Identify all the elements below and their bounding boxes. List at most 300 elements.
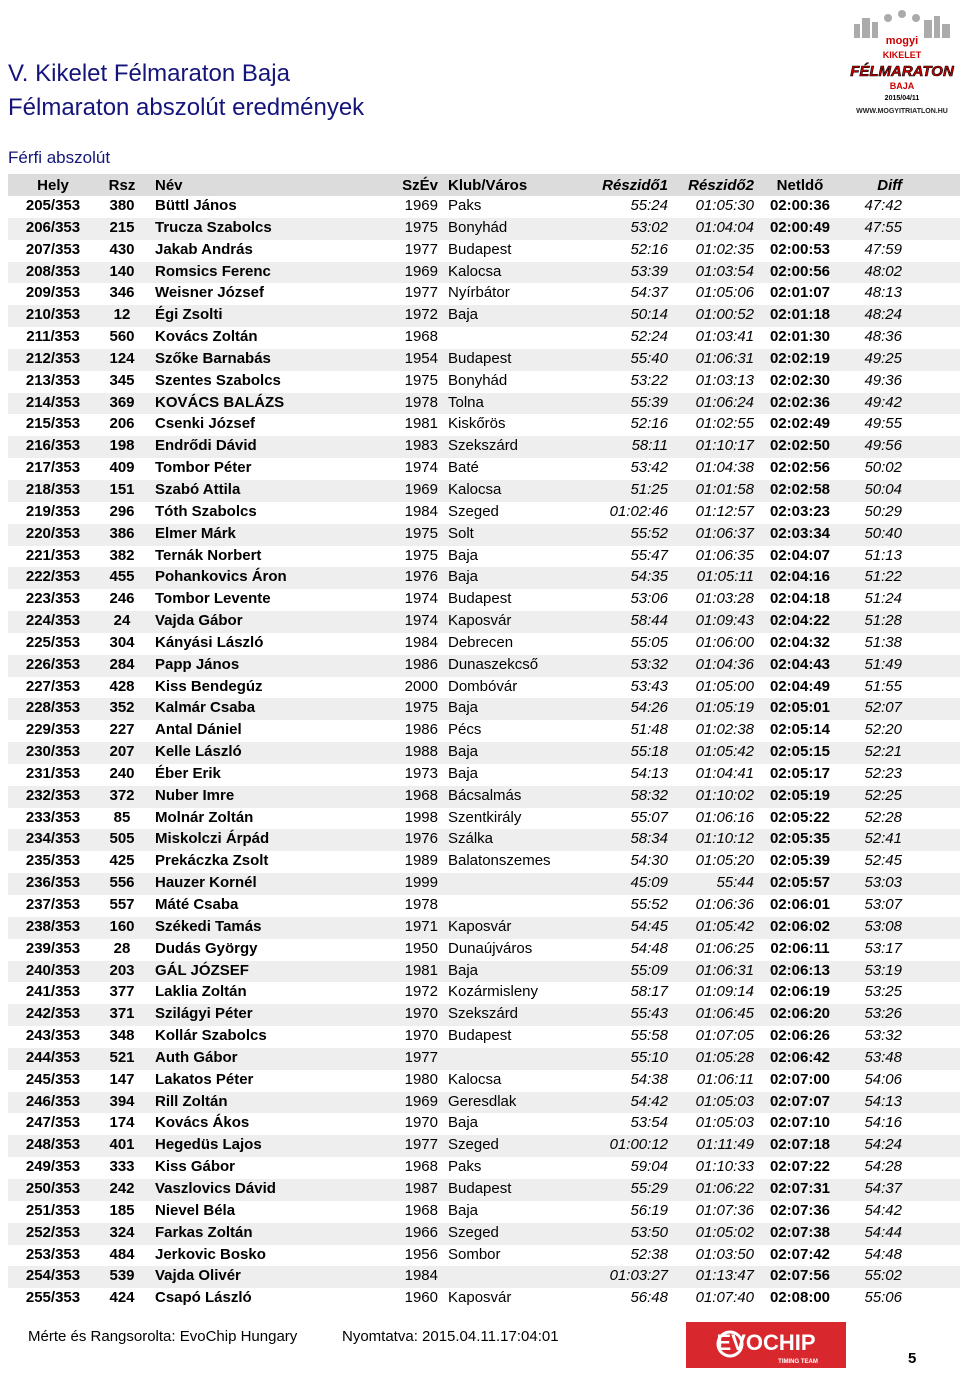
cell-diff: 54:16 <box>864 1114 902 1132</box>
cell-diff: 54:37 <box>864 1179 902 1197</box>
table-row <box>8 196 960 218</box>
cell-hely: 250/353 <box>25 1179 81 1197</box>
cell-hely: 232/353 <box>25 786 81 804</box>
cell-r2: 01:13:47 <box>695 1267 754 1285</box>
cell-r1: 52:16 <box>630 415 668 433</box>
cell-hely: 224/353 <box>25 612 81 630</box>
cell-szev: 1970 <box>404 1005 438 1023</box>
cell-klub: Paks <box>448 197 482 214</box>
cell-szev: 1983 <box>404 437 438 455</box>
cell-szev: 1960 <box>404 1289 438 1307</box>
cell-r2: 01:06:36 <box>695 896 754 913</box>
cell-hely: 242/353 <box>25 1005 81 1023</box>
cell-r2: 01:06:11 <box>696 1070 754 1088</box>
cell-r1: 54:48 <box>630 939 668 957</box>
cell-klub: Budapest <box>448 240 512 258</box>
cell-r2: 01:06:45 <box>695 1005 754 1023</box>
cell-r1: 56:19 <box>630 1201 668 1219</box>
cell-r1: 51:48 <box>630 721 668 739</box>
cell-rsz: 207 <box>109 743 135 761</box>
cell-klub: Baja <box>448 743 479 761</box>
cell-net: 02:06:11 <box>770 939 830 957</box>
cell-szev: 1970 <box>404 1027 438 1045</box>
col-rsz: Rsz <box>108 177 136 194</box>
cell-r1: 53:22 <box>630 371 668 389</box>
cell-r1: 56:48 <box>630 1289 668 1307</box>
evochip-logo <box>686 1322 846 1368</box>
table-row <box>8 720 960 742</box>
cell-hely: 208/353 <box>25 262 81 280</box>
cell-nev: Kollár Szabolcs <box>155 1027 267 1045</box>
cell-klub: Balatonszemes <box>448 852 551 870</box>
cell-net: 02:07:31 <box>769 1179 831 1197</box>
table-row <box>8 1245 960 1267</box>
cell-r1: 53:02 <box>630 218 668 236</box>
cell-nev: Szilágyi Péter <box>155 1005 253 1023</box>
cell-szev: 1968 <box>404 328 438 346</box>
cell-net: 02:00:49 <box>769 218 831 236</box>
table-row <box>8 1004 960 1026</box>
cell-hely: 222/353 <box>25 568 81 586</box>
logo-brand-main: FÉLMARATON <box>850 63 954 80</box>
cell-rsz: 333 <box>109 1158 135 1176</box>
cell-r2: 01:02:38 <box>695 721 754 739</box>
cell-hely: 246/353 <box>25 1092 81 1110</box>
cell-r2: 01:03:54 <box>695 262 754 280</box>
cell-r1: 54:45 <box>630 917 668 935</box>
cell-nev: Nievel Béla <box>155 1201 236 1219</box>
cell-diff: 47:59 <box>864 240 902 258</box>
cell-szev: 1956 <box>404 1245 438 1263</box>
cell-diff: 49:36 <box>864 371 902 389</box>
cell-diff: 49:25 <box>864 349 902 367</box>
cell-nev: Szentes Szabolcs <box>155 371 281 389</box>
cell-szev: 1975 <box>404 699 438 717</box>
cell-r2: 01:05:02 <box>695 1223 754 1241</box>
cell-rsz: 386 <box>109 524 135 542</box>
cell-szev: 1972 <box>404 983 438 1001</box>
cell-rsz: 505 <box>109 830 135 848</box>
cell-nev: Vajda Gábor <box>155 612 243 630</box>
table-body <box>8 196 960 1310</box>
cell-hely: 206/353 <box>25 218 81 236</box>
cell-klub: Kozármisleny <box>448 983 539 1001</box>
cell-r2: 01:06:16 <box>695 808 754 826</box>
cell-rsz: 215 <box>109 218 135 236</box>
cell-r1: 55:40 <box>630 349 668 367</box>
cell-net: 02:00:53 <box>769 240 831 258</box>
table-row <box>8 851 960 873</box>
cell-klub: Baja <box>448 764 479 782</box>
cell-klub: Nyírbátor <box>448 284 510 302</box>
cell-szev: 1984 <box>404 502 438 520</box>
cell-szev: 1989 <box>404 852 438 870</box>
table-row <box>8 524 960 546</box>
cell-nev: Lakatos Péter <box>155 1070 254 1088</box>
cell-r2: 01:10:33 <box>695 1158 754 1176</box>
cell-klub: Paks <box>448 1158 482 1176</box>
cell-nev: Prekáczka Zsolt <box>155 852 269 870</box>
cell-diff: 52:21 <box>864 743 902 761</box>
cell-szev: 1978 <box>404 393 438 411</box>
cell-diff: 53:48 <box>864 1048 902 1066</box>
cell-nev: Tombor Péter <box>155 459 252 477</box>
cell-r2: 01:05:03 <box>695 1114 754 1132</box>
cell-nev: Molnár Zoltán <box>155 808 254 826</box>
cell-rsz: 394 <box>109 1092 135 1110</box>
cell-diff: 49:56 <box>864 437 902 455</box>
cell-r2: 01:12:57 <box>695 502 754 520</box>
cell-r2: 01:09:14 <box>695 983 754 1001</box>
table-row <box>8 567 960 589</box>
cell-hely: 245/353 <box>25 1070 81 1088</box>
cell-nev: Auth Gábor <box>155 1048 238 1066</box>
table-row <box>8 546 960 568</box>
cell-net: 02:04:22 <box>769 612 831 630</box>
table-row <box>8 939 960 961</box>
cell-szev: 1986 <box>404 721 438 739</box>
cell-diff: 51:55 <box>864 677 902 695</box>
cell-net: 02:02:30 <box>769 371 831 389</box>
cell-diff: 52:23 <box>864 764 902 782</box>
table-row <box>8 764 960 786</box>
cell-rsz: 284 <box>109 655 135 673</box>
cell-r2: 01:05:20 <box>695 852 754 870</box>
cell-hely: 233/353 <box>25 808 81 826</box>
col-diff: Diff <box>877 177 902 194</box>
table-row <box>8 829 960 851</box>
cell-rsz: 369 <box>109 393 135 411</box>
table-header <box>8 174 960 196</box>
cell-diff: 54:06 <box>864 1070 902 1088</box>
table-row <box>8 371 960 393</box>
cell-nev: Laklia Zoltán <box>155 983 247 1001</box>
cell-szev: 1978 <box>404 896 438 913</box>
table-row <box>8 1179 960 1201</box>
cell-rsz: 174 <box>109 1114 135 1132</box>
cell-hely: 243/353 <box>25 1027 81 1045</box>
table-row <box>8 436 960 458</box>
cell-klub: Szálka <box>448 830 494 848</box>
cell-net: 02:02:50 <box>769 437 831 455</box>
cell-szev: 1974 <box>404 459 438 477</box>
cell-rsz: 24 <box>113 612 131 630</box>
cell-diff: 54:44 <box>864 1223 902 1241</box>
table-row <box>8 1026 960 1048</box>
cell-r1: 55:10 <box>630 1048 668 1066</box>
cell-hely: 231/353 <box>25 764 81 782</box>
cell-diff: 48:02 <box>864 262 902 280</box>
cell-net: 02:05:01 <box>769 699 831 717</box>
cell-rsz: 242 <box>109 1179 135 1197</box>
cell-net: 02:01:18 <box>769 306 831 324</box>
cell-r2: 01:05:03 <box>695 1092 754 1110</box>
cell-r2: 01:07:36 <box>695 1201 754 1219</box>
cell-nev: Csenki József <box>155 415 256 433</box>
cell-szev: 1973 <box>404 764 438 782</box>
table-row <box>8 1223 960 1245</box>
cell-r1: 55:07 <box>630 808 668 826</box>
cell-r1: 53:42 <box>630 459 668 477</box>
cell-r2: 01:05:00 <box>695 677 754 695</box>
cell-nev: Kiss Bendegúz <box>155 677 263 695</box>
cell-nev: KOVÁCS BALÁZS <box>155 393 285 411</box>
cell-r2: 01:06:31 <box>695 349 754 367</box>
table-row <box>8 349 960 371</box>
cell-rsz: 160 <box>109 917 135 935</box>
cell-net: 02:05:15 <box>769 743 831 761</box>
cell-rsz: 424 <box>109 1289 135 1307</box>
cell-r1: 55:52 <box>630 524 668 542</box>
cell-hely: 210/353 <box>25 306 81 324</box>
cell-r1: 52:24 <box>630 328 668 346</box>
cell-net: 02:04:32 <box>769 633 831 651</box>
logo-brand-date: 2015/04/11 <box>884 95 920 102</box>
cell-nev: Hegedüs Lajos <box>155 1136 262 1154</box>
cell-r1: 54:38 <box>630 1070 668 1088</box>
cell-r2: 01:01:58 <box>695 480 754 498</box>
cell-rsz: 147 <box>109 1070 135 1088</box>
cell-r2: 01:03:50 <box>695 1245 754 1263</box>
cell-nev: Romsics Ferenc <box>155 262 271 280</box>
cell-klub: Baja <box>448 699 479 717</box>
cell-szev: 1970 <box>404 1114 438 1132</box>
cell-rsz: 85 <box>113 808 131 826</box>
table-row <box>8 458 960 480</box>
cell-szev: 1950 <box>404 939 438 957</box>
evo-tagline: TIMING TEAM <box>778 1359 818 1365</box>
cell-r1: 58:44 <box>630 612 668 630</box>
cell-szev: 1968 <box>404 786 438 804</box>
cell-r1: 55:29 <box>630 1179 668 1197</box>
cell-klub: Baja <box>448 961 479 979</box>
cell-klub: Kaposvár <box>448 917 512 935</box>
cell-net: 02:05:19 <box>769 786 831 804</box>
cell-net: 02:05:35 <box>769 830 831 848</box>
cell-diff: 53:25 <box>864 983 902 1001</box>
cell-diff: 53:26 <box>864 1005 902 1023</box>
cell-net: 02:05:14 <box>769 721 831 739</box>
cell-hely: 205/353 <box>25 197 81 214</box>
col-klub: Klub/Város <box>448 177 528 194</box>
cell-diff: 49:42 <box>864 393 902 411</box>
cell-klub: Kalocsa <box>448 262 502 280</box>
cell-hely: 236/353 <box>25 874 81 892</box>
results-table <box>8 174 960 1310</box>
cell-klub: Szeged <box>448 1136 499 1154</box>
cell-rsz: 227 <box>109 721 135 739</box>
cell-diff: 50:02 <box>864 459 902 477</box>
cell-r2: 01:03:41 <box>695 328 754 346</box>
table-row <box>8 414 960 436</box>
cell-rsz: 521 <box>109 1048 135 1066</box>
cell-diff: 53:03 <box>864 874 902 892</box>
cell-net: 02:08:00 <box>769 1289 831 1307</box>
cell-hely: 213/353 <box>25 371 81 389</box>
cell-klub: Geresdlak <box>448 1092 517 1110</box>
cell-klub: Szeged <box>448 1223 499 1241</box>
cell-r2: 01:02:55 <box>695 415 754 433</box>
cell-net: 02:07:10 <box>769 1114 831 1132</box>
table-row <box>8 1113 960 1135</box>
cell-nev: Vaszlovics Dávid <box>155 1179 276 1197</box>
cell-r1: 55:39 <box>630 393 668 411</box>
table-row <box>8 240 960 262</box>
table-row <box>8 786 960 808</box>
cell-r1: 54:42 <box>630 1092 668 1110</box>
cell-r1: 55:52 <box>630 896 668 913</box>
table-row <box>8 218 960 240</box>
cell-r1: 50:14 <box>630 306 668 324</box>
cell-klub: Szentkirály <box>448 808 522 826</box>
cell-nev: Büttl János <box>155 197 237 214</box>
cell-diff: 51:22 <box>864 568 902 586</box>
cell-klub: Bonyhád <box>448 218 508 236</box>
cell-r1: 53:43 <box>630 677 668 695</box>
cell-diff: 50:04 <box>864 480 902 498</box>
cell-diff: 52:20 <box>864 721 902 739</box>
cell-klub: Kaposvár <box>448 1289 512 1307</box>
cell-r2: 01:03:13 <box>695 371 754 389</box>
cell-r1: 45:09 <box>630 874 668 892</box>
cell-rsz: 246 <box>109 590 135 608</box>
table-row <box>8 393 960 415</box>
cell-rsz: 371 <box>109 1005 135 1023</box>
cell-klub: Bonyhád <box>448 371 508 389</box>
cell-r1: 55:24 <box>630 197 668 214</box>
cell-nev: Kovács Ákos <box>155 1114 250 1132</box>
cell-nev: Miskolczi Árpád <box>155 830 270 848</box>
cell-net: 02:05:57 <box>769 874 831 892</box>
cell-net: 02:03:23 <box>769 502 831 520</box>
cell-net: 02:04:18 <box>769 590 831 608</box>
cell-diff: 52:41 <box>864 830 902 848</box>
cell-r1: 59:04 <box>630 1158 668 1176</box>
cell-hely: 214/353 <box>25 393 81 411</box>
cell-rsz: 382 <box>109 546 135 564</box>
cell-r2: 01:06:25 <box>695 939 754 957</box>
cell-r1: 53:06 <box>630 590 668 608</box>
cell-r2: 01:05:42 <box>695 917 754 935</box>
cell-klub: Dunaújváros <box>448 939 533 957</box>
cell-szev: 2000 <box>404 677 438 695</box>
cell-diff: 51:38 <box>864 633 902 651</box>
cell-klub: Kaposvár <box>448 612 512 630</box>
cell-r1: 55:05 <box>630 633 668 651</box>
cell-rsz: 401 <box>109 1136 135 1154</box>
cell-klub: Dombóvár <box>448 677 518 695</box>
cell-diff: 48:24 <box>864 306 902 324</box>
cell-rsz: 240 <box>109 764 135 782</box>
cell-hely: 244/353 <box>25 1048 81 1066</box>
cell-diff: 53:07 <box>864 896 902 913</box>
cell-diff: 54:24 <box>864 1136 902 1154</box>
cell-r2: 01:05:11 <box>696 568 754 586</box>
cell-rsz: 151 <box>109 480 135 498</box>
cell-rsz: 324 <box>109 1223 135 1241</box>
cell-szev: 1998 <box>404 808 438 826</box>
cell-r1: 55:47 <box>630 546 668 564</box>
table-row <box>8 502 960 524</box>
cell-hely: 241/353 <box>25 983 81 1001</box>
cell-klub: Baja <box>448 546 479 564</box>
cell-nev: GÁL JÓZSEF <box>155 961 249 979</box>
cell-szev: 1969 <box>404 1092 438 1110</box>
cell-klub: Kiskőrös <box>448 415 506 433</box>
cell-nev: Kányási László <box>155 633 264 651</box>
cell-rsz: 140 <box>109 262 135 280</box>
cell-r1: 55:58 <box>630 1027 668 1045</box>
cell-net: 02:02:56 <box>769 459 831 477</box>
cell-szev: 1971 <box>404 917 438 935</box>
cell-net: 02:00:36 <box>769 197 831 214</box>
cell-net: 02:07:56 <box>769 1267 831 1285</box>
cell-r2: 01:10:17 <box>695 437 754 455</box>
cell-hely: 238/353 <box>25 917 81 935</box>
cell-nev: Égi Zsolti <box>155 306 223 324</box>
cell-diff: 51:13 <box>864 546 902 564</box>
cell-hely: 235/353 <box>25 852 81 870</box>
cell-nev: Dudás György <box>155 939 258 957</box>
cell-r2: 01:06:22 <box>695 1179 754 1197</box>
page-number: 5 <box>908 1350 917 1367</box>
table-row <box>8 1157 960 1179</box>
cell-net: 02:07:00 <box>769 1070 831 1088</box>
cell-r1: 55:43 <box>630 1005 668 1023</box>
cell-net: 02:03:34 <box>769 524 831 542</box>
cell-szev: 1981 <box>404 415 438 433</box>
cell-diff: 47:42 <box>864 197 902 214</box>
cell-diff: 51:24 <box>864 590 902 608</box>
cell-nev: Nuber Imre <box>155 786 235 804</box>
cell-nev: Rill Zoltán <box>155 1092 228 1110</box>
cell-szev: 1969 <box>404 197 438 214</box>
cell-szev: 1976 <box>404 568 438 586</box>
col-r1: Részidő1 <box>602 177 668 194</box>
cell-rsz: 124 <box>109 349 135 367</box>
cell-diff: 54:48 <box>864 1245 902 1263</box>
cell-r1: 01:03:27 <box>609 1267 668 1285</box>
cell-hely: 211/353 <box>26 328 80 346</box>
table-row <box>8 262 960 284</box>
cell-net: 02:02:19 <box>769 349 831 367</box>
cell-net: 02:07:36 <box>769 1201 831 1219</box>
table-row <box>8 480 960 502</box>
cell-diff: 55:06 <box>864 1289 902 1307</box>
cell-r2: 01:07:40 <box>695 1289 754 1307</box>
table-row <box>8 873 960 895</box>
cell-r2: 01:00:52 <box>695 306 754 324</box>
cell-r2: 01:10:12 <box>695 830 754 848</box>
cell-r1: 51:25 <box>630 480 668 498</box>
cell-r1: 54:37 <box>630 284 668 302</box>
cell-rsz: 28 <box>113 939 131 957</box>
cell-nev: Elmer Márk <box>155 524 236 542</box>
cell-r1: 54:35 <box>630 568 668 586</box>
cell-r1: 58:34 <box>630 830 668 848</box>
table-row <box>8 895 960 917</box>
cell-hely: 218/353 <box>25 480 81 498</box>
cell-rsz: 425 <box>109 852 135 870</box>
cell-nev: Csapó László <box>155 1289 252 1307</box>
table-row <box>8 1092 960 1114</box>
table-row <box>8 742 960 764</box>
cell-rsz: 296 <box>109 502 135 520</box>
cell-szev: 1954 <box>404 349 438 367</box>
cell-r1: 52:38 <box>630 1245 668 1263</box>
table-row <box>8 633 960 655</box>
cell-net: 02:06:26 <box>769 1027 831 1045</box>
